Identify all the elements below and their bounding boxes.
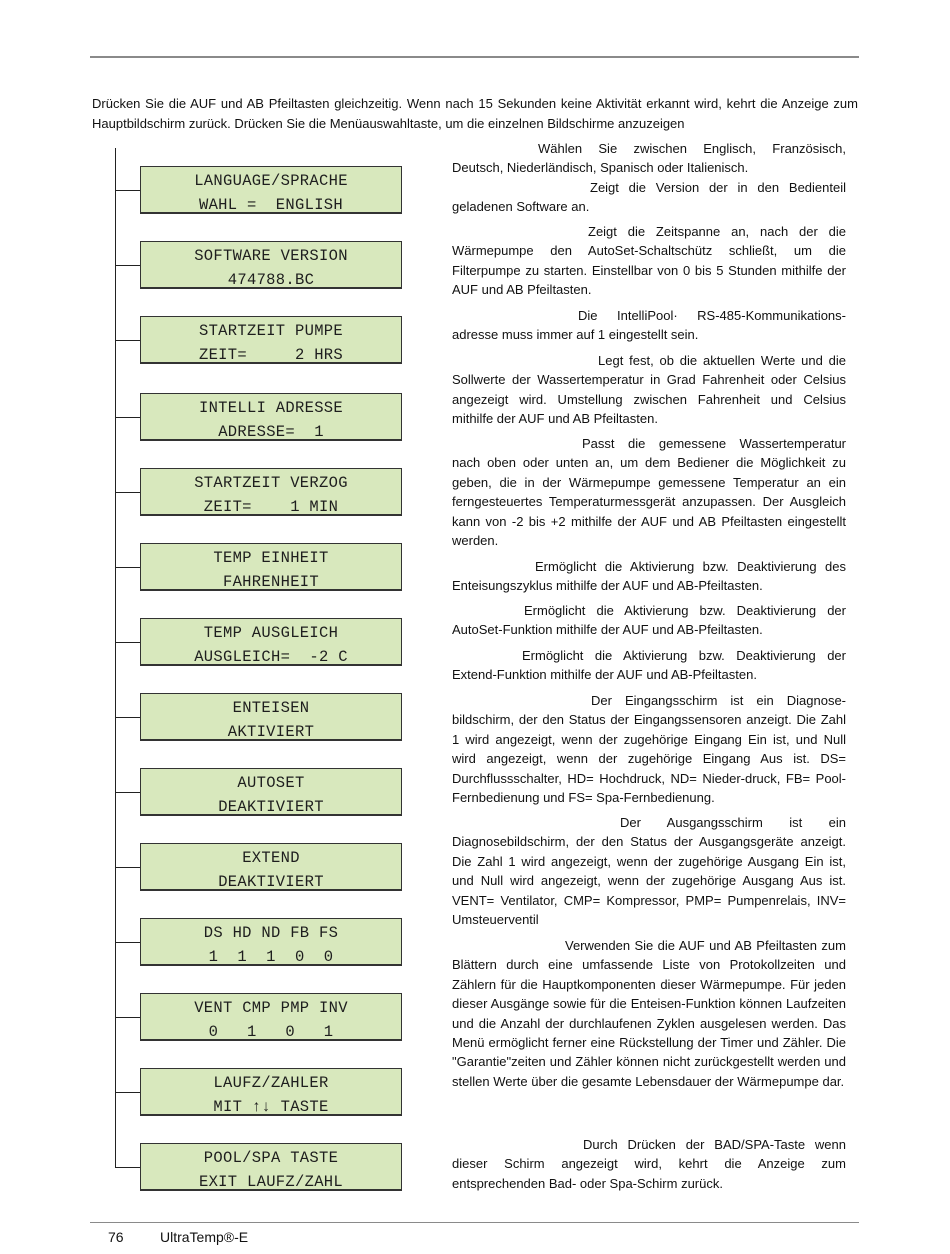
tree-branch <box>115 792 140 793</box>
lcd-line-1: AUTOSET <box>237 774 305 792</box>
lcd-line-1: LANGUAGE/SPRACHE <box>194 172 348 190</box>
lcd-line-1: VENT CMP PMP INV <box>194 999 348 1017</box>
lcd-line-1: INTELLI ADRESSE <box>198 399 344 417</box>
lcd-line-2: EXIT LAUFZ/ZAHL <box>198 1173 344 1191</box>
description-laufzeit-zahler: Verwenden Sie die AUF und AB Pfeiltasten zum Blättern durch eine umfassende Liste von Protokollzeiten und Zählern für die Hauptkomponenten dieser Wärmepumpe. Für jeden dieser Ausgänge sowie für die Enteisen-Funktion können Laufzeiten und die Anzahl der durchlaufenen Zyklen ausgelesen werden. Das Menü ermöglicht ferner eine Rückstellung der Timer und Zähler. Die "Garantie"zeiten und Zähler können nicht zurückgestellt werden und stellen Werte über die gesamte Lebensdauer der Wärmepumpe dar. <box>452 938 846 1089</box>
lcd-screen-software-version <box>140 241 402 289</box>
lcd-line-2: 1 1 1 0 0 <box>208 948 334 966</box>
tree-branch <box>115 867 140 868</box>
description-extend: Ermöglicht die Aktivierung bzw. Deaktivierung der Extend-Funktion mithilfe der AUF und AB-Pfeiltasten. <box>452 648 846 683</box>
lcd-screen-startzeit-pumpe <box>140 316 402 364</box>
lcd-screen-inputs <box>140 918 402 966</box>
lcd-screen-enteisen <box>140 693 402 741</box>
lcd-line-2: ZEIT= 1 MIN <box>203 498 339 516</box>
description-startzeit-pumpe: Zeigt die Zeitspanne an, nach der die Wärmepumpe den AutoSet-Schaltschütz schließt, um die Filterpumpe zu starten. Einstellbar von 0 bis 5 Stunden mithilfe der AUF und AB Pfeiltasten. <box>452 224 846 298</box>
tree-branch <box>115 1167 140 1168</box>
lcd-screen-extend <box>140 843 402 891</box>
lcd-screen-language <box>140 166 402 214</box>
tree-branch <box>115 340 140 341</box>
lcd-screen-pool-spa-taste <box>140 1143 402 1191</box>
product-name: UltraTemp®-E <box>160 1229 249 1245</box>
description-enteisen: Ermöglicht die Aktivierung bzw. Deaktivierung des Enteisungszyklus mithilfe der AUF und AB-Pfeiltasten. <box>452 559 846 594</box>
lcd-line-1: TEMP EINHEIT <box>213 549 329 567</box>
description-autoset: Ermöglicht die Aktivierung bzw. Deaktivierung der AutoSet-Funktion mithilfe der AUF und AB-Pfeiltasten. <box>452 603 846 638</box>
tree-branch <box>115 492 140 493</box>
description-outputs: Der Ausgangsschirm ist ein Diagnosebildschirm, der den Status der Ausgangsgeräte anzeigt. Die Zahl 1 wird angezeigt, wenn der zugehörige Ausgang Ein ist, und Null wird angezeigt, wenn der zugehörige Ausgang Aus ist. VENT= Ventilator, CMP= Kompressor, PMP= Pumpenrelais, INV= Umsteuerventil <box>452 815 846 928</box>
lcd-screen-laufzeit-zahler <box>140 1068 402 1116</box>
description-language: Wählen Sie zwischen Englisch, Französisch, Deutsch, Niederländisch, Spanisch oder Italienisch. <box>452 141 846 176</box>
lcd-line-2: DEAKTIVIERT <box>218 873 324 891</box>
lcd-line-2: AKTIVIERT <box>227 723 315 741</box>
description-software-version: Zeigt die Version der in den Bedienteil geladenen Software an. <box>452 180 846 215</box>
tree-branch <box>115 717 140 718</box>
tree-branch <box>115 567 140 568</box>
lcd-line-1: SOFTWARE VERSION <box>194 247 348 265</box>
page-number: 76 <box>108 1229 124 1245</box>
lcd-line-2: ZEIT= 2 HRS <box>198 346 344 364</box>
lcd-line-1: LAUFZ/ZAHLER <box>213 1074 329 1092</box>
description-pool-spa-taste: Durch Drücken der BAD/SPA-Taste wenn dieser Schirm angezeigt wird, kehrt die Anzeige zum entsprechenden Bad- oder Spa-Schirm zurück. <box>452 1137 846 1191</box>
lcd-line-1: ENTEISEN <box>232 699 310 717</box>
lcd-line-2: WAHL = ENGLISH <box>198 196 344 214</box>
lcd-line-2: FAHRENHEIT <box>222 573 319 591</box>
lcd-line-1: STARTZEIT PUMPE <box>198 322 344 340</box>
description-temp-einheit: Legt fest, ob die aktuellen Werte und die Sollwerte der Wassertemperatur in Grad Fahrenheit oder Celsius angezeigt wird. Umstellung zwischen Fahrenheit und Celsius mithilfe der AUF und AB Pfeiltasten. <box>452 353 846 427</box>
tree-branch <box>115 190 140 191</box>
tree-branch <box>115 417 140 418</box>
footer-rule <box>90 1222 859 1223</box>
intro-paragraph: Drücken Sie die AUF und AB Pfeiltasten gleichzeitig. Wenn nach 15 Sekunden keine Aktivität erkannt wird, kehrt die Anzeige zum Hauptbildschirm zurück. Drücken Sie die Menüauswahltaste, um die einzelnen Bildschirme anzuzeigen <box>92 96 858 131</box>
tree-branch <box>115 642 140 643</box>
lcd-line-2: AUSGLEICH= -2 C <box>194 648 348 666</box>
lcd-line-1: DS HD ND FB FS <box>203 924 339 942</box>
menu-tree-line <box>115 148 116 1167</box>
tree-branch <box>115 1092 140 1093</box>
tree-branch <box>115 1017 140 1018</box>
tree-branch <box>115 942 140 943</box>
lcd-line-2: 474788.BC <box>227 271 315 289</box>
lcd-line-1: TEMP AUSGLEICH <box>203 624 339 642</box>
lcd-line-1: EXTEND <box>242 849 300 867</box>
header-rule <box>90 56 859 58</box>
tree-branch <box>115 265 140 266</box>
lcd-line-2: 0 1 0 1 <box>208 1023 334 1041</box>
lcd-line-2: MIT ↑↓ TASTE <box>213 1098 329 1116</box>
lcd-screen-temp-ausgleich <box>140 618 402 666</box>
description-intelli-adresse: Die IntelliPool· RS-485-Kommunikations-adresse muss immer auf 1 eingestellt sein. <box>452 308 846 343</box>
lcd-line-1: POOL/SPA TASTE <box>203 1149 339 1167</box>
description-inputs: Der Eingangsschirm ist ein Diagnose-bildschirm, der den Status der Eingangssensoren anzeigt. Die Zahl 1 wird angezeigt, wenn der zugehörige Eingang Ein ist, und Null wird angezeigt, wenn der zugehörige Eingang Aus ist. DS= Durchflussschalter, HD= Hochdruck, ND= Nieder-druck, FB= Pool-Fernbedienung und FS= Spa-Fernbedienung. <box>452 693 846 806</box>
lcd-screen-temp-einheit <box>140 543 402 591</box>
lcd-screen-intelli-adresse <box>140 393 402 441</box>
lcd-line-2: ADRESSE= 1 <box>218 423 324 441</box>
description-temp-ausgleich: Passt die gemessene Wassertemperatur nach oben oder unten an, um dem Bediener die Möglichkeit zu geben, die in der Wärmepumpe gemessene Temperatur an ein ferngesteuertes Temperaturmessgerät anzupassen. Der Ausgleich kann von -2 bis +2 mithilfe der AUF und AB Pfeiltasten eingestellt werden. <box>452 436 846 549</box>
lcd-line-1: STARTZEIT VERZOG <box>194 474 348 492</box>
lcd-screen-autoset <box>140 768 402 816</box>
lcd-screen-outputs <box>140 993 402 1041</box>
lcd-line-2: DEAKTIVIERT <box>218 798 324 816</box>
lcd-screen-startzeit-verzog <box>140 468 402 516</box>
